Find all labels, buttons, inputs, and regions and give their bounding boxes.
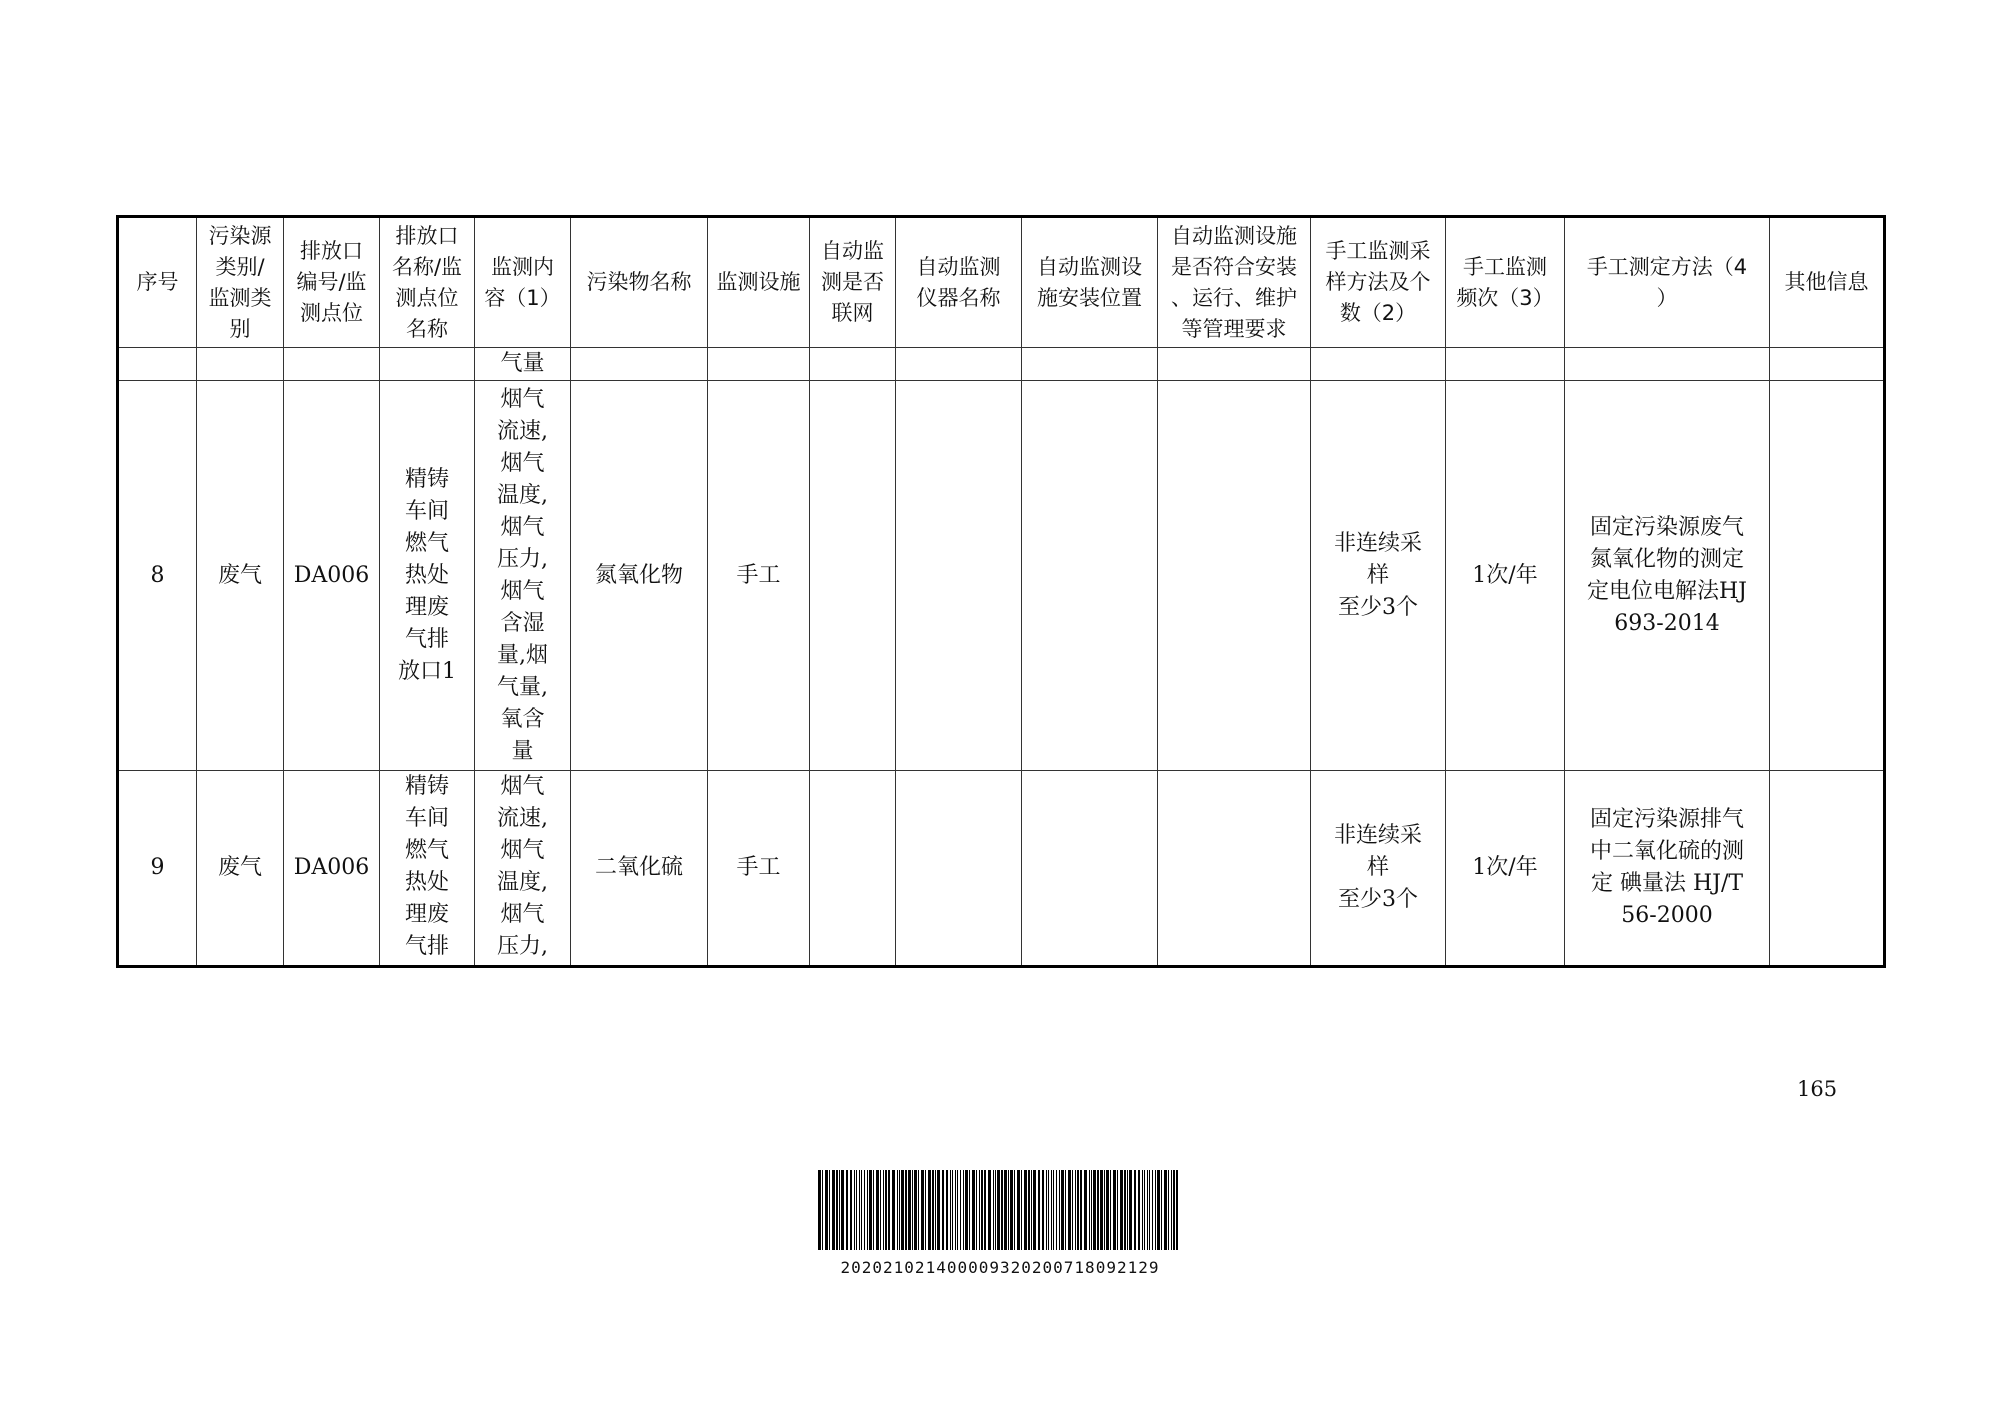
barcode-bar <box>876 1170 879 1250</box>
barcode-bar <box>952 1170 953 1250</box>
barcode-bar <box>1051 1170 1052 1250</box>
cell-line: 等管理要求 <box>1181 316 1287 341</box>
cell-line: 排放口 <box>300 239 363 263</box>
table-cell <box>571 348 708 381</box>
cell-line: 氧含 <box>500 706 545 732</box>
barcode-bar <box>981 1170 983 1250</box>
barcode-bar <box>921 1170 924 1250</box>
barcode-bar <box>1031 1170 1032 1250</box>
cell-line: 压力, <box>497 546 548 572</box>
table-row <box>118 771 1885 967</box>
cell-line: 容（1） <box>484 285 561 310</box>
category-cell: 废气 <box>197 771 284 967</box>
cell-line: 精铸 <box>404 774 449 799</box>
frequency-cell: 1次/年 <box>1446 771 1565 967</box>
barcode-bar <box>880 1170 881 1250</box>
cell-line: 其他信息 <box>1784 270 1869 294</box>
cell-line: 量 <box>511 738 534 764</box>
header-cell <box>380 217 475 348</box>
barcode-bar <box>899 1170 900 1250</box>
cell-line: 含湿 <box>500 610 545 636</box>
barcode-bar <box>1173 1170 1175 1250</box>
barcode-bar <box>846 1170 848 1250</box>
auto-location-cell <box>1022 381 1158 771</box>
facility-cell: 手工 <box>708 381 810 771</box>
barcode-bar <box>829 1170 830 1250</box>
barcode-bar <box>1176 1170 1178 1250</box>
cell-line: 燃气 <box>404 530 449 556</box>
barcode-bar <box>1117 1170 1118 1250</box>
header-cell <box>118 217 197 348</box>
barcode-bar <box>869 1170 872 1250</box>
cell-line: 中二氧化硫的测 <box>1589 839 1744 864</box>
cell-line: 名称/监 <box>391 254 463 279</box>
barcode-bar <box>912 1170 913 1250</box>
barcode-bar <box>885 1170 887 1250</box>
cell-line: 至少3个 <box>1338 887 1418 912</box>
barcode-bar <box>1113 1170 1116 1250</box>
cell-line: 烟气 <box>500 386 545 412</box>
barcode-bar <box>836 1170 838 1250</box>
barcode-bar <box>1061 1170 1064 1250</box>
barcode-bar <box>993 1170 994 1250</box>
frequency-cell: 1次/年 <box>1446 381 1565 771</box>
cell-line: 燃气 <box>404 838 449 863</box>
barcode-bar <box>1072 1170 1073 1250</box>
header-cell <box>571 217 708 348</box>
table-row-continuation <box>118 348 1885 381</box>
barcode-bar <box>969 1170 970 1250</box>
table-cell <box>810 348 896 381</box>
cell-line: 监测类 <box>208 285 272 310</box>
monitoring-content-cell <box>475 771 571 967</box>
cell-line: 烟气 <box>500 902 545 927</box>
cell-line: 温度, <box>497 482 548 508</box>
outlet-code-cell: DA006 <box>284 771 380 967</box>
barcode-bar <box>1129 1170 1132 1250</box>
barcode-bar <box>946 1170 948 1250</box>
barcode-bar <box>932 1170 934 1250</box>
auto-instrument-cell <box>896 381 1022 771</box>
barcode-image <box>818 1170 1182 1250</box>
cell-line: 精铸 <box>404 466 449 492</box>
cell-line: 自动监测设 <box>1037 254 1142 279</box>
table-cell <box>1158 348 1311 381</box>
barcode-bar <box>861 1170 862 1250</box>
cell-line: 热处 <box>404 562 449 588</box>
barcode-bar <box>963 1170 964 1250</box>
barcode-bar <box>1077 1170 1079 1250</box>
barcode-bar <box>1001 1170 1003 1250</box>
outlet-name-cell <box>380 381 475 771</box>
barcode-bar <box>1171 1170 1172 1250</box>
cell-line: 理废 <box>404 902 449 927</box>
cell-line: 烟气 <box>500 450 545 476</box>
cell-line: 别 <box>229 316 251 341</box>
table-cell <box>1770 348 1885 381</box>
barcode-bar <box>822 1170 823 1250</box>
cell-line: 施安装位置 <box>1037 285 1142 310</box>
header-cell <box>1022 217 1158 348</box>
cell-line: 测是否 <box>821 270 884 294</box>
cell-line: 固定污染源排气 <box>1589 807 1744 832</box>
barcode-bar <box>1042 1170 1044 1250</box>
auto-compliance-cell <box>1158 381 1311 771</box>
seq-cell: 8 <box>118 381 197 771</box>
cell-line: 污染物名称 <box>586 270 692 294</box>
cell-line: 理废 <box>404 594 449 620</box>
barcode-bar <box>1134 1170 1136 1250</box>
barcode-bar <box>1142 1170 1143 1250</box>
cell-line: 样方法及个 <box>1325 270 1431 294</box>
barcode-bar <box>854 1170 855 1250</box>
cell-line: 序号 <box>136 270 179 294</box>
cell-line: 量,烟 <box>497 642 548 668</box>
barcode-bar <box>1104 1170 1105 1250</box>
measurement-method-cell <box>1565 381 1770 771</box>
cell-line: 手工测定方法（4 <box>1586 254 1748 279</box>
barcode-bar <box>905 1170 907 1250</box>
barcode-bar <box>1138 1170 1140 1250</box>
barcode-bar <box>892 1170 895 1250</box>
cell-line: 排放口 <box>395 223 459 248</box>
cell-line: 非连续采 <box>1333 823 1422 848</box>
cell-line: 监测设施 <box>716 270 801 294</box>
other-info-cell <box>1770 771 1885 967</box>
seq-cell: 9 <box>118 771 197 967</box>
cell-line: 是否符合安装 <box>1171 254 1297 279</box>
barcode-bar <box>1004 1170 1007 1250</box>
barcode-bar <box>955 1170 956 1250</box>
auto-location-cell <box>1022 771 1158 967</box>
cell-line: 56-2000 <box>1621 903 1713 928</box>
cell-line: 定 碘量法 HJ/T <box>1590 871 1744 896</box>
barcode-bar <box>1068 1170 1071 1250</box>
table-cell <box>380 348 475 381</box>
barcode-bar <box>1048 1170 1049 1250</box>
cell-line: 样 <box>1366 562 1389 588</box>
auto-networked-cell <box>810 381 896 771</box>
barcode-bar <box>928 1170 931 1250</box>
cell-line: 压力, <box>497 934 548 959</box>
barcode-bar <box>984 1170 986 1250</box>
barcode-bar <box>883 1170 884 1250</box>
barcode-bar <box>935 1170 936 1250</box>
other-info-cell <box>1770 381 1885 771</box>
facility-cell: 手工 <box>708 771 810 967</box>
cell-line: 烟气 <box>500 578 545 604</box>
barcode-bar <box>897 1170 898 1250</box>
sampling-method-cell <box>1311 381 1446 771</box>
barcode-bar <box>1100 1170 1103 1250</box>
barcode-bar <box>1124 1170 1126 1250</box>
barcode-bar <box>1093 1170 1096 1250</box>
barcode-bar <box>995 1170 996 1250</box>
barcode-bar <box>950 1170 951 1250</box>
cell-line: 样 <box>1366 855 1389 880</box>
auto-instrument-cell <box>896 771 1022 967</box>
header-cell <box>810 217 896 348</box>
barcode-bar <box>1010 1170 1013 1250</box>
cell-line: 热处 <box>404 870 449 895</box>
cell-line: 烟气 <box>500 774 545 799</box>
monitoring-table <box>116 215 1886 968</box>
cell-line: 气排 <box>404 934 449 959</box>
barcode-bar <box>1152 1170 1153 1250</box>
barcode-bar <box>1024 1170 1027 1250</box>
cell-line: 手工监测 <box>1463 254 1547 279</box>
cell-line: 氮氧化物的测定 <box>1589 546 1744 572</box>
header-cell <box>896 217 1022 348</box>
table-cell <box>708 348 810 381</box>
table-cell <box>1022 348 1158 381</box>
barcode-bar <box>1127 1170 1128 1250</box>
barcode-bar <box>908 1170 911 1250</box>
barcode-bar <box>918 1170 919 1250</box>
header-cell <box>708 217 810 348</box>
barcode-bar <box>988 1170 991 1250</box>
cell-line: 车间 <box>404 806 449 831</box>
barcode-bar <box>1097 1170 1099 1250</box>
cell-line: 仪器名称 <box>916 285 1001 310</box>
cell-line: 气排 <box>404 626 449 652</box>
barcode-bar <box>1164 1170 1167 1250</box>
cell-line: 、运行、维护 <box>1171 285 1297 310</box>
cell-line: 放口1 <box>398 658 456 684</box>
table-cell <box>1446 348 1565 381</box>
barcode-bar <box>965 1170 968 1250</box>
cell-line: 自动监测设施 <box>1171 223 1297 248</box>
cell-line: 数（2） <box>1339 301 1417 325</box>
page-number: 165 <box>1797 1077 1838 1101</box>
cell-line: 温度, <box>497 870 548 895</box>
cell-line: 自动监 <box>821 239 884 263</box>
monitoring-table-container <box>116 215 1883 967</box>
header-cell <box>197 217 284 348</box>
cell-line: 污染源 <box>208 223 272 248</box>
barcode-bar <box>1084 1170 1087 1250</box>
barcode-bar <box>972 1170 975 1250</box>
barcode-bar <box>1017 1170 1020 1250</box>
barcode-bar <box>1014 1170 1015 1250</box>
table-cell <box>197 348 284 381</box>
monitoring-content-cell <box>475 381 571 771</box>
barcode-bar <box>825 1170 828 1250</box>
barcode-bar <box>850 1170 852 1250</box>
cell-line: 流速, <box>497 418 548 444</box>
barcode-bar <box>864 1170 865 1250</box>
table-cell <box>284 348 380 381</box>
cell-line: 非连续采 <box>1333 530 1422 556</box>
barcode-bar <box>979 1170 980 1250</box>
barcode-bar <box>1046 1170 1047 1250</box>
table-cell <box>896 348 1022 381</box>
table-row <box>118 381 1885 771</box>
header-cell <box>1446 217 1565 348</box>
header-cell <box>1565 217 1770 348</box>
cell-line: ） <box>1656 285 1678 310</box>
cell-line: 车间 <box>404 498 449 524</box>
header-cell <box>284 217 380 348</box>
barcode-bar <box>1021 1170 1022 1250</box>
cell-line: 流速, <box>497 806 548 831</box>
auto-compliance-cell <box>1158 771 1311 967</box>
barcode-bar <box>1149 1170 1150 1250</box>
barcode-bar <box>841 1170 844 1250</box>
barcode-bar <box>1089 1170 1090 1250</box>
barcode-bar <box>873 1170 874 1250</box>
barcode-bar <box>1038 1170 1040 1250</box>
cell-line: 编号/监 <box>296 270 367 294</box>
barcode-bar <box>856 1170 857 1250</box>
barcode-bar <box>1120 1170 1123 1250</box>
measurement-method-cell <box>1565 771 1770 967</box>
barcode-bar <box>888 1170 890 1250</box>
cell-line: 频次（3） <box>1456 285 1554 310</box>
table-header-row <box>118 217 1885 348</box>
table-cell <box>1311 348 1446 381</box>
barcode-bar <box>1075 1170 1076 1250</box>
barcode-bar <box>1168 1170 1169 1250</box>
cell-line: 至少3个 <box>1338 594 1418 620</box>
cell-line: 名称 <box>406 316 448 341</box>
cell-line: 手工监测采 <box>1325 239 1431 263</box>
barcode-bar <box>832 1170 835 1250</box>
barcode-bar <box>1147 1170 1148 1250</box>
barcode-bar <box>1008 1170 1009 1250</box>
barcode-bar <box>839 1170 840 1250</box>
cell-line: 联网 <box>831 301 874 325</box>
barcode-bar <box>1161 1170 1162 1250</box>
barcode-bar <box>1091 1170 1092 1250</box>
barcode-bar <box>942 1170 944 1250</box>
barcode-bar <box>1065 1170 1066 1250</box>
table-cell <box>118 348 197 381</box>
barcode-bar <box>1028 1170 1030 1250</box>
table-cell <box>1565 348 1770 381</box>
barcode-bar <box>859 1170 860 1250</box>
category-cell: 废气 <box>197 381 284 771</box>
pollutant-cell: 二氧化硫 <box>571 771 708 967</box>
barcode-bar <box>925 1170 926 1250</box>
header-cell <box>1770 217 1885 348</box>
barcode-bar <box>1155 1170 1156 1250</box>
barcode-bar <box>1059 1170 1060 1250</box>
cell-line: 监测内 <box>491 254 554 279</box>
barcode-bar <box>997 1170 1000 1250</box>
barcode-bar <box>1053 1170 1054 1250</box>
cell-line: 693-2014 <box>1614 610 1720 636</box>
carry-over-content-cell: 气量 <box>475 348 571 381</box>
pollutant-cell: 氮氧化物 <box>571 381 708 771</box>
header-cell <box>475 217 571 348</box>
barcode-bar <box>867 1170 868 1250</box>
cell-line: 自动监测 <box>916 254 1001 279</box>
cell-line: 烟气 <box>500 838 545 863</box>
outlet-name-cell <box>380 771 475 967</box>
barcode-bar <box>1080 1170 1082 1250</box>
header-cell <box>1158 217 1311 348</box>
barcode-bar <box>914 1170 917 1250</box>
barcode-bar <box>901 1170 904 1250</box>
barcode-text: 20202102140000932020071809212​9 <box>840 1258 1160 1277</box>
sampling-method-cell <box>1311 771 1446 967</box>
cell-line: 测点位 <box>395 285 459 310</box>
cell-line: 固定污染源废气 <box>1589 514 1744 540</box>
barcode-bar <box>818 1170 821 1250</box>
cell-line: 定电位电解法HJ <box>1586 578 1747 604</box>
cell-line: 类别/ <box>215 254 265 279</box>
cell-line: 烟气 <box>500 514 545 540</box>
cell-line: 测点位 <box>300 301 363 325</box>
barcode-bar <box>1144 1170 1145 1250</box>
outlet-code-cell: DA006 <box>284 381 380 771</box>
barcode-bar <box>1033 1170 1036 1250</box>
barcode-bar <box>1157 1170 1160 1250</box>
barcode-bar <box>976 1170 977 1250</box>
auto-networked-cell <box>810 771 896 967</box>
barcode-bar <box>1056 1170 1057 1250</box>
barcode-bar <box>957 1170 958 1250</box>
barcode-bar <box>1110 1170 1111 1250</box>
barcode-bar <box>960 1170 961 1250</box>
barcode-bar <box>1106 1170 1109 1250</box>
barcode-bar <box>937 1170 940 1250</box>
cell-line: 气量, <box>497 674 548 700</box>
header-cell <box>1311 217 1446 348</box>
